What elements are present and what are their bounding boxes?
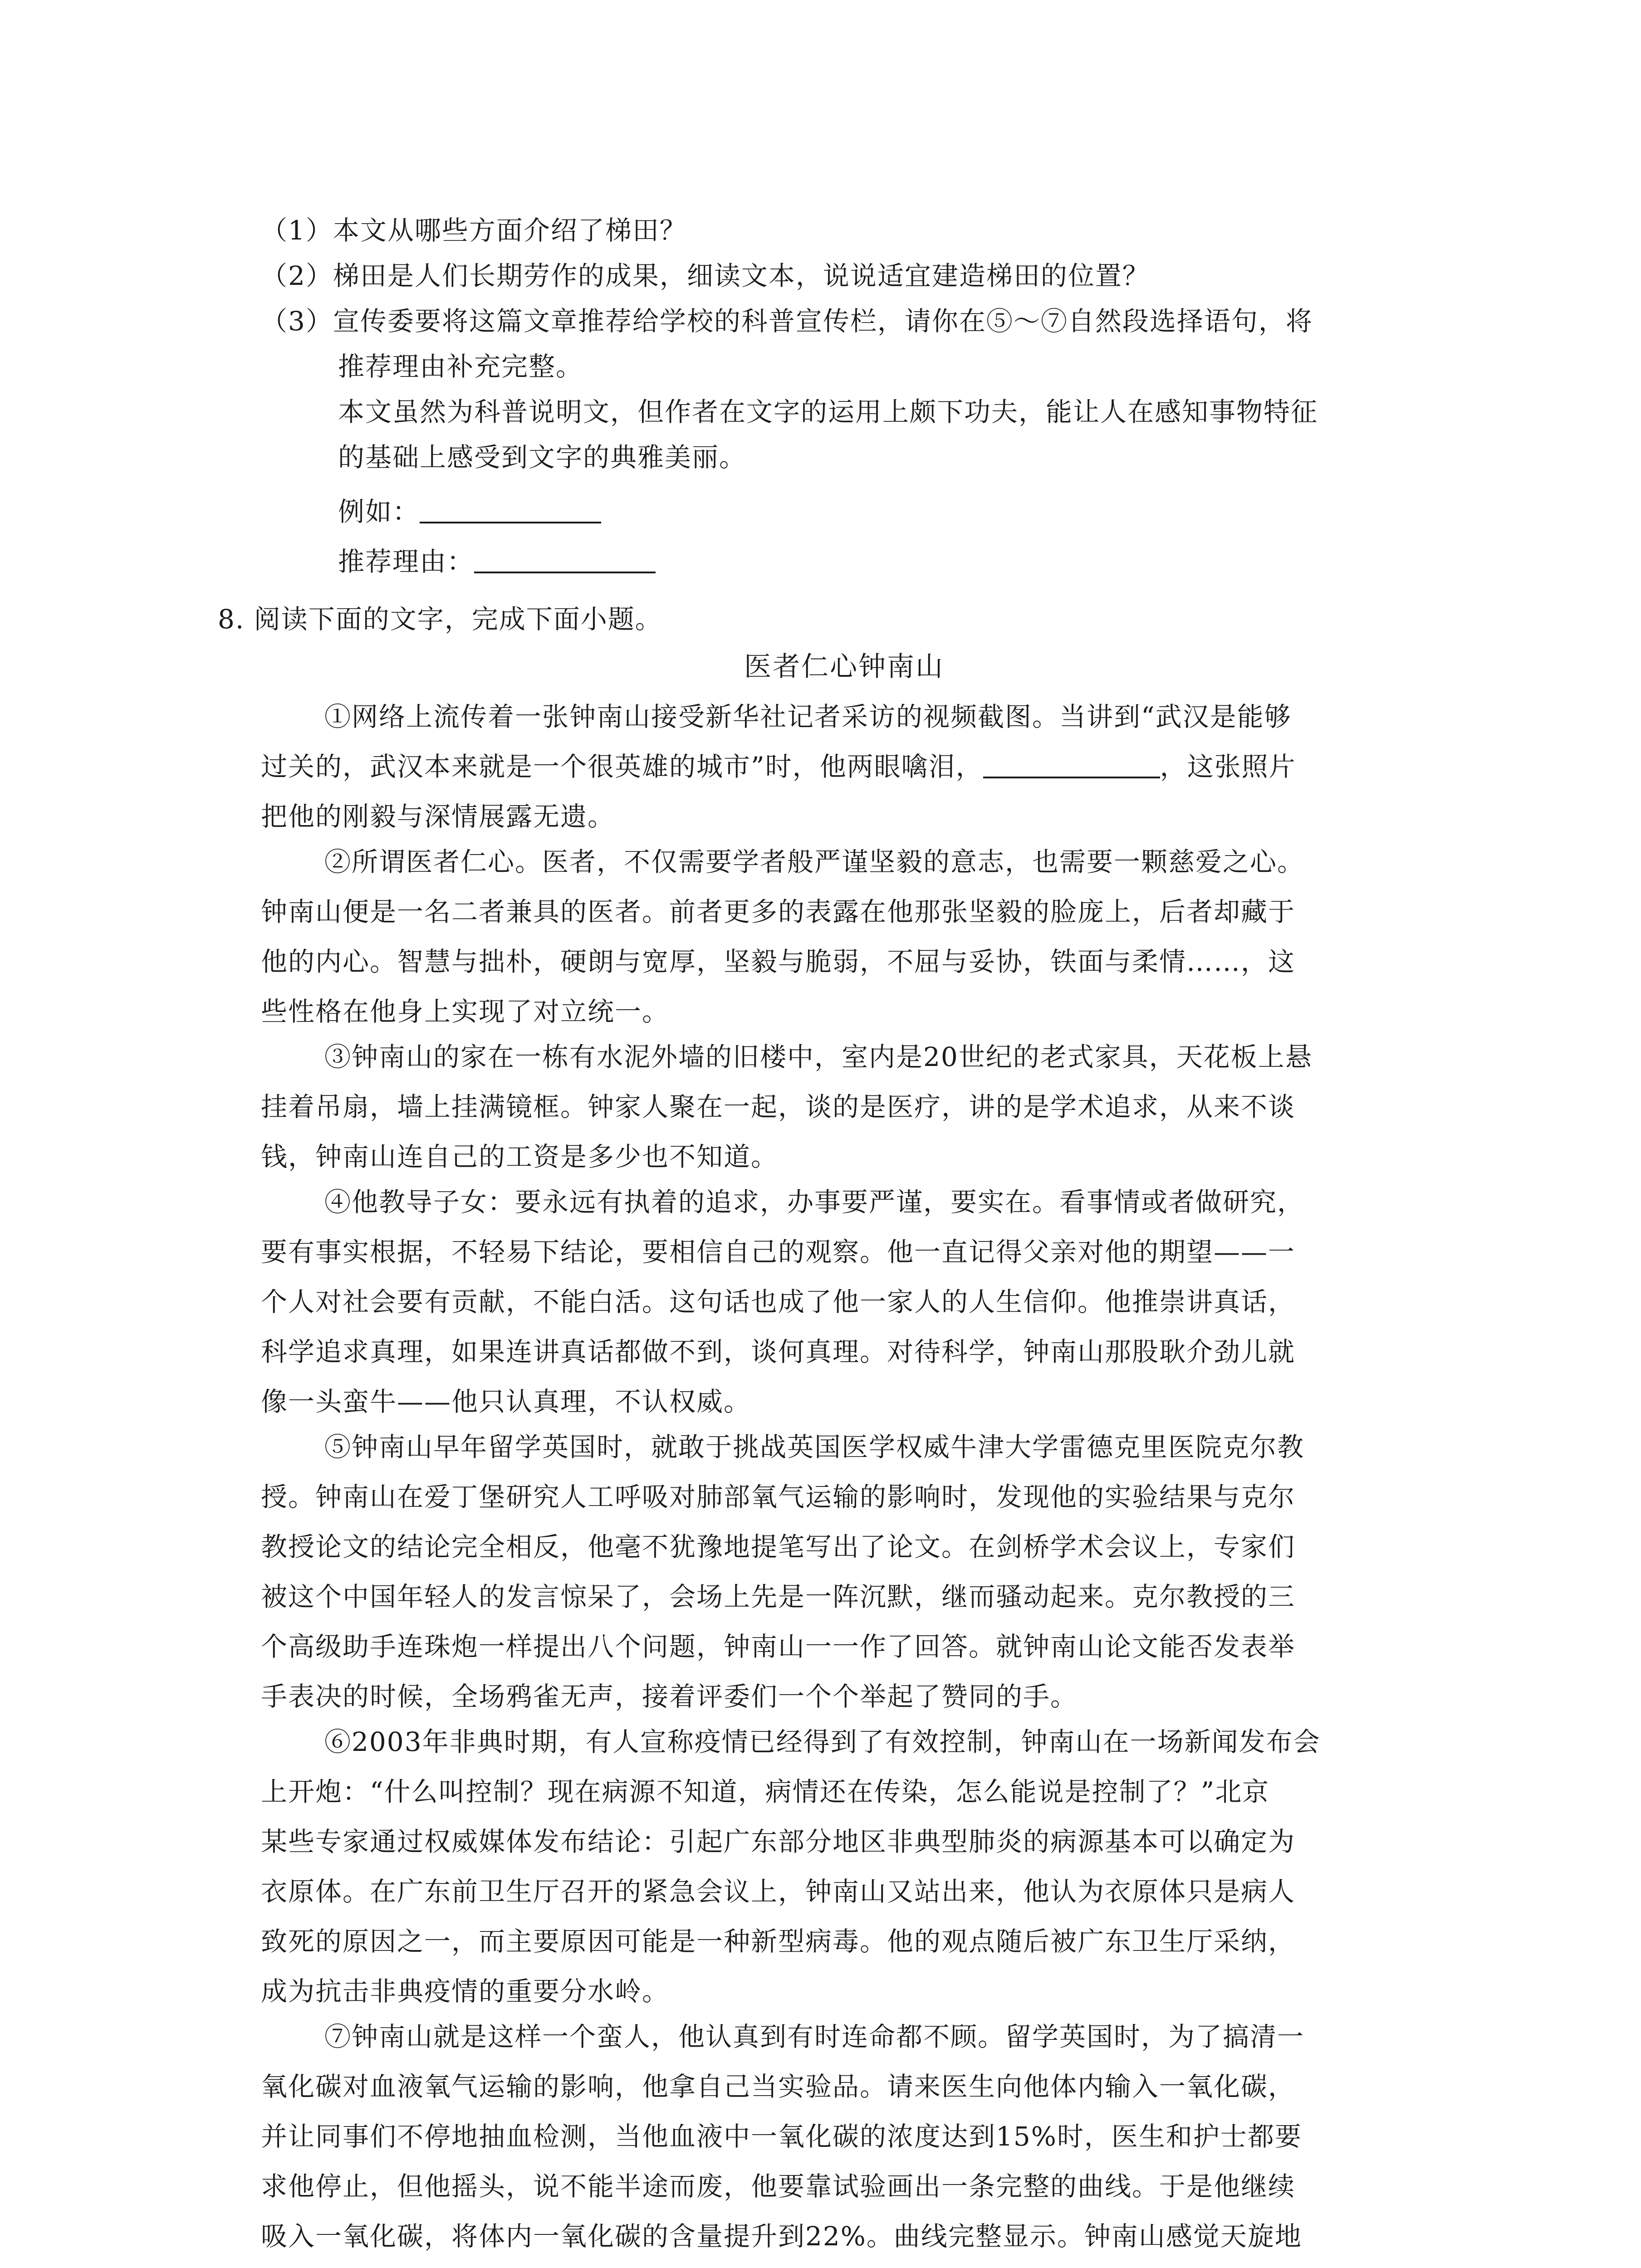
example-answer-blank[interactable] [420, 495, 601, 523]
p1-line-2 [261, 748, 1296, 785]
p6-line-2: 上开炮：“什么叫控制？现在病源不知道，病情还在传染，怎么能说是控制了？”北京 [261, 1776, 1270, 1807]
p7-line-4: 求他停止，但他摇头，说不能半途而废，他要靠试验画出一条完整的曲线。于是他继续 [261, 2171, 1296, 2202]
p4-line-2: 要有事实根据，不轻易下结论，要相信自己的观察。他一直记得父亲对他的期望——一 [261, 1237, 1296, 1267]
p1-line-1: ①网络上流传着一张钟南山接受新华社记者采访的视频截图。当讲到“武汉是能够 [324, 701, 1292, 732]
question-2: （2）梯田是人们长期劳作的成果，细读文本，说说适宜建造梯田的位置？ [261, 260, 1150, 291]
p1-line-2-text-b: ，这张照片 [1160, 751, 1296, 782]
p1-fill-blank[interactable] [983, 750, 1160, 778]
p4-line-3: 个人对社会要有贡献，不能白活。这句话也成了他一家人的人生信仰。他推崇讲真话， [261, 1286, 1296, 1317]
p5-line-5: 个高级助手连珠炮一样提出八个问题，钟南山一一作了回答。就钟南山论文能否发表举 [261, 1631, 1296, 1662]
reason-label: 推荐理由： [338, 546, 475, 577]
p5-line-1: ⑤钟南山早年留学英国时，就敢于挑战英国医学权威牛津大学雷德克里医院克尔教 [324, 1432, 1305, 1462]
p6-line-6: 成为抗击非典疫情的重要分水岭。 [261, 1976, 670, 2007]
example-label: 例如： [338, 496, 420, 527]
p2-line-2: 钟南山便是一名二者兼具的医者。前者更多的表露在他那张坚毅的脸庞上，后者却藏于 [261, 896, 1296, 927]
p2-line-3: 他的内心。智慧与拙朴，硬朗与宽厚，坚毅与脆弱，不屈与妥协，铁面与柔情……，这 [261, 946, 1296, 977]
example-row [338, 494, 601, 530]
reason-row [338, 543, 656, 580]
question-3-line-1: （3）宣传委要将这篇文章推荐给学校的科普宣传栏，请你在⑤～⑦自然段选择语句，将 [261, 306, 1313, 337]
p3-line-2: 挂着吊扇，墙上挂满镜框。钟家人聚在一起，谈的是医疗，讲的是学术追求，从来不谈 [261, 1091, 1296, 1122]
p5-line-3: 教授论文的结论完全相反，他毫不犹豫地提笔写出了论文。在剑桥学术会议上，专家们 [261, 1531, 1296, 1562]
question-1: （1）本文从哪些方面介绍了梯田？ [261, 215, 687, 246]
p7-line-3: 并让同事们不停地抽血检测，当他血液中一氧化碳的浓度达到15%时，医生和护士都要 [261, 2121, 1302, 2152]
p6-line-3: 某些专家通过权威媒体发布结论：引起广东部分地区非典型肺炎的病源基本可以确定为 [261, 1826, 1296, 1857]
p5-line-6: 手表决的时候，全场鸦雀无声，接着评委们一个个举起了赞同的手。 [261, 1681, 1078, 1712]
p2-line-1: ②所谓医者仁心。医者，不仅需要学者般严谨坚毅的意志，也需要一颗慈爱之心。 [324, 846, 1305, 877]
question-3-text-line-1: 本文虽然为科普说明文，但作者在文字的运用上颇下功夫，能让人在感知事物特征 [338, 396, 1318, 427]
p6-line-5: 致死的原因之一，而主要原因可能是一种新型病毒。他的观点随后被广东卫生厅采纳， [261, 1926, 1296, 1957]
p6-line-1: ⑥2003年非典时期，有人宣称疫情已经得到了有效控制，钟南山在一场新闻发布会 [324, 1726, 1321, 1757]
p1-line-2-text-a: 过关的，武汉本来就是一个很英雄的城市”时，他两眼噙泪， [261, 751, 983, 782]
p2-line-4: 些性格在他身上实现了对立统一。 [261, 996, 670, 1027]
p5-line-2: 授。钟南山在爱丁堡研究人工呼吸对肺部氧气运输的影响时，发现他的实验结果与克尔 [261, 1481, 1296, 1512]
question-3-text-line-2: 的基础上感受到文字的典雅美丽。 [338, 442, 747, 473]
p7-line-2: 氧化碳对血液氧气运输的影响，他拿自己当实验品。请来医生向他体内输入一氧化碳， [261, 2071, 1296, 2102]
p3-line-3: 钱，钟南山连自己的工资是多少也不知道。 [261, 1141, 779, 1172]
reason-answer-blank[interactable] [474, 545, 656, 573]
article-title: 医者仁心钟南山 [744, 651, 944, 683]
p6-line-4: 衣原体。在广东前卫生厅召开的紧急会议上，钟南山又站出来，他认为衣原体只是病人 [261, 1876, 1296, 1907]
p4-line-4: 科学追求真理，如果连讲真话都做不到，谈何真理。对待科学，钟南山那股耿介劲儿就 [261, 1336, 1296, 1367]
p1-line-3: 把他的刚毅与深情展露无遗。 [261, 801, 615, 832]
p7-line-5: 吸入一氧化碳，将体内一氧化碳的含量提升到22%。曲线完整显示。钟南山感觉天旋地 [261, 2221, 1302, 2252]
p3-line-1: ③钟南山的家在一栋有水泥外墙的旧楼中，室内是20世纪的老式家具，天花板上悬 [324, 1041, 1313, 1072]
question-8-header: 8. 阅读下面的文字，完成下面小题。 [218, 604, 662, 635]
p7-line-1: ⑦钟南山就是这样一个蛮人，他认真到有时连命都不顾。留学英国时，为了搞清一 [324, 2021, 1305, 2052]
p4-line-5: 像一头蛮牛——他只认真理，不认权威。 [261, 1386, 751, 1417]
p4-line-1: ④他教导子女：要永远有执着的追求，办事要严谨，要实在。看事情或者做研究， [324, 1187, 1305, 1217]
p5-line-4: 被这个中国年轻人的发言惊呆了，会场上先是一阵沉默，继而骚动起来。克尔教授的三 [261, 1581, 1296, 1612]
question-3-line-2: 推荐理由补充完整。 [338, 351, 583, 382]
